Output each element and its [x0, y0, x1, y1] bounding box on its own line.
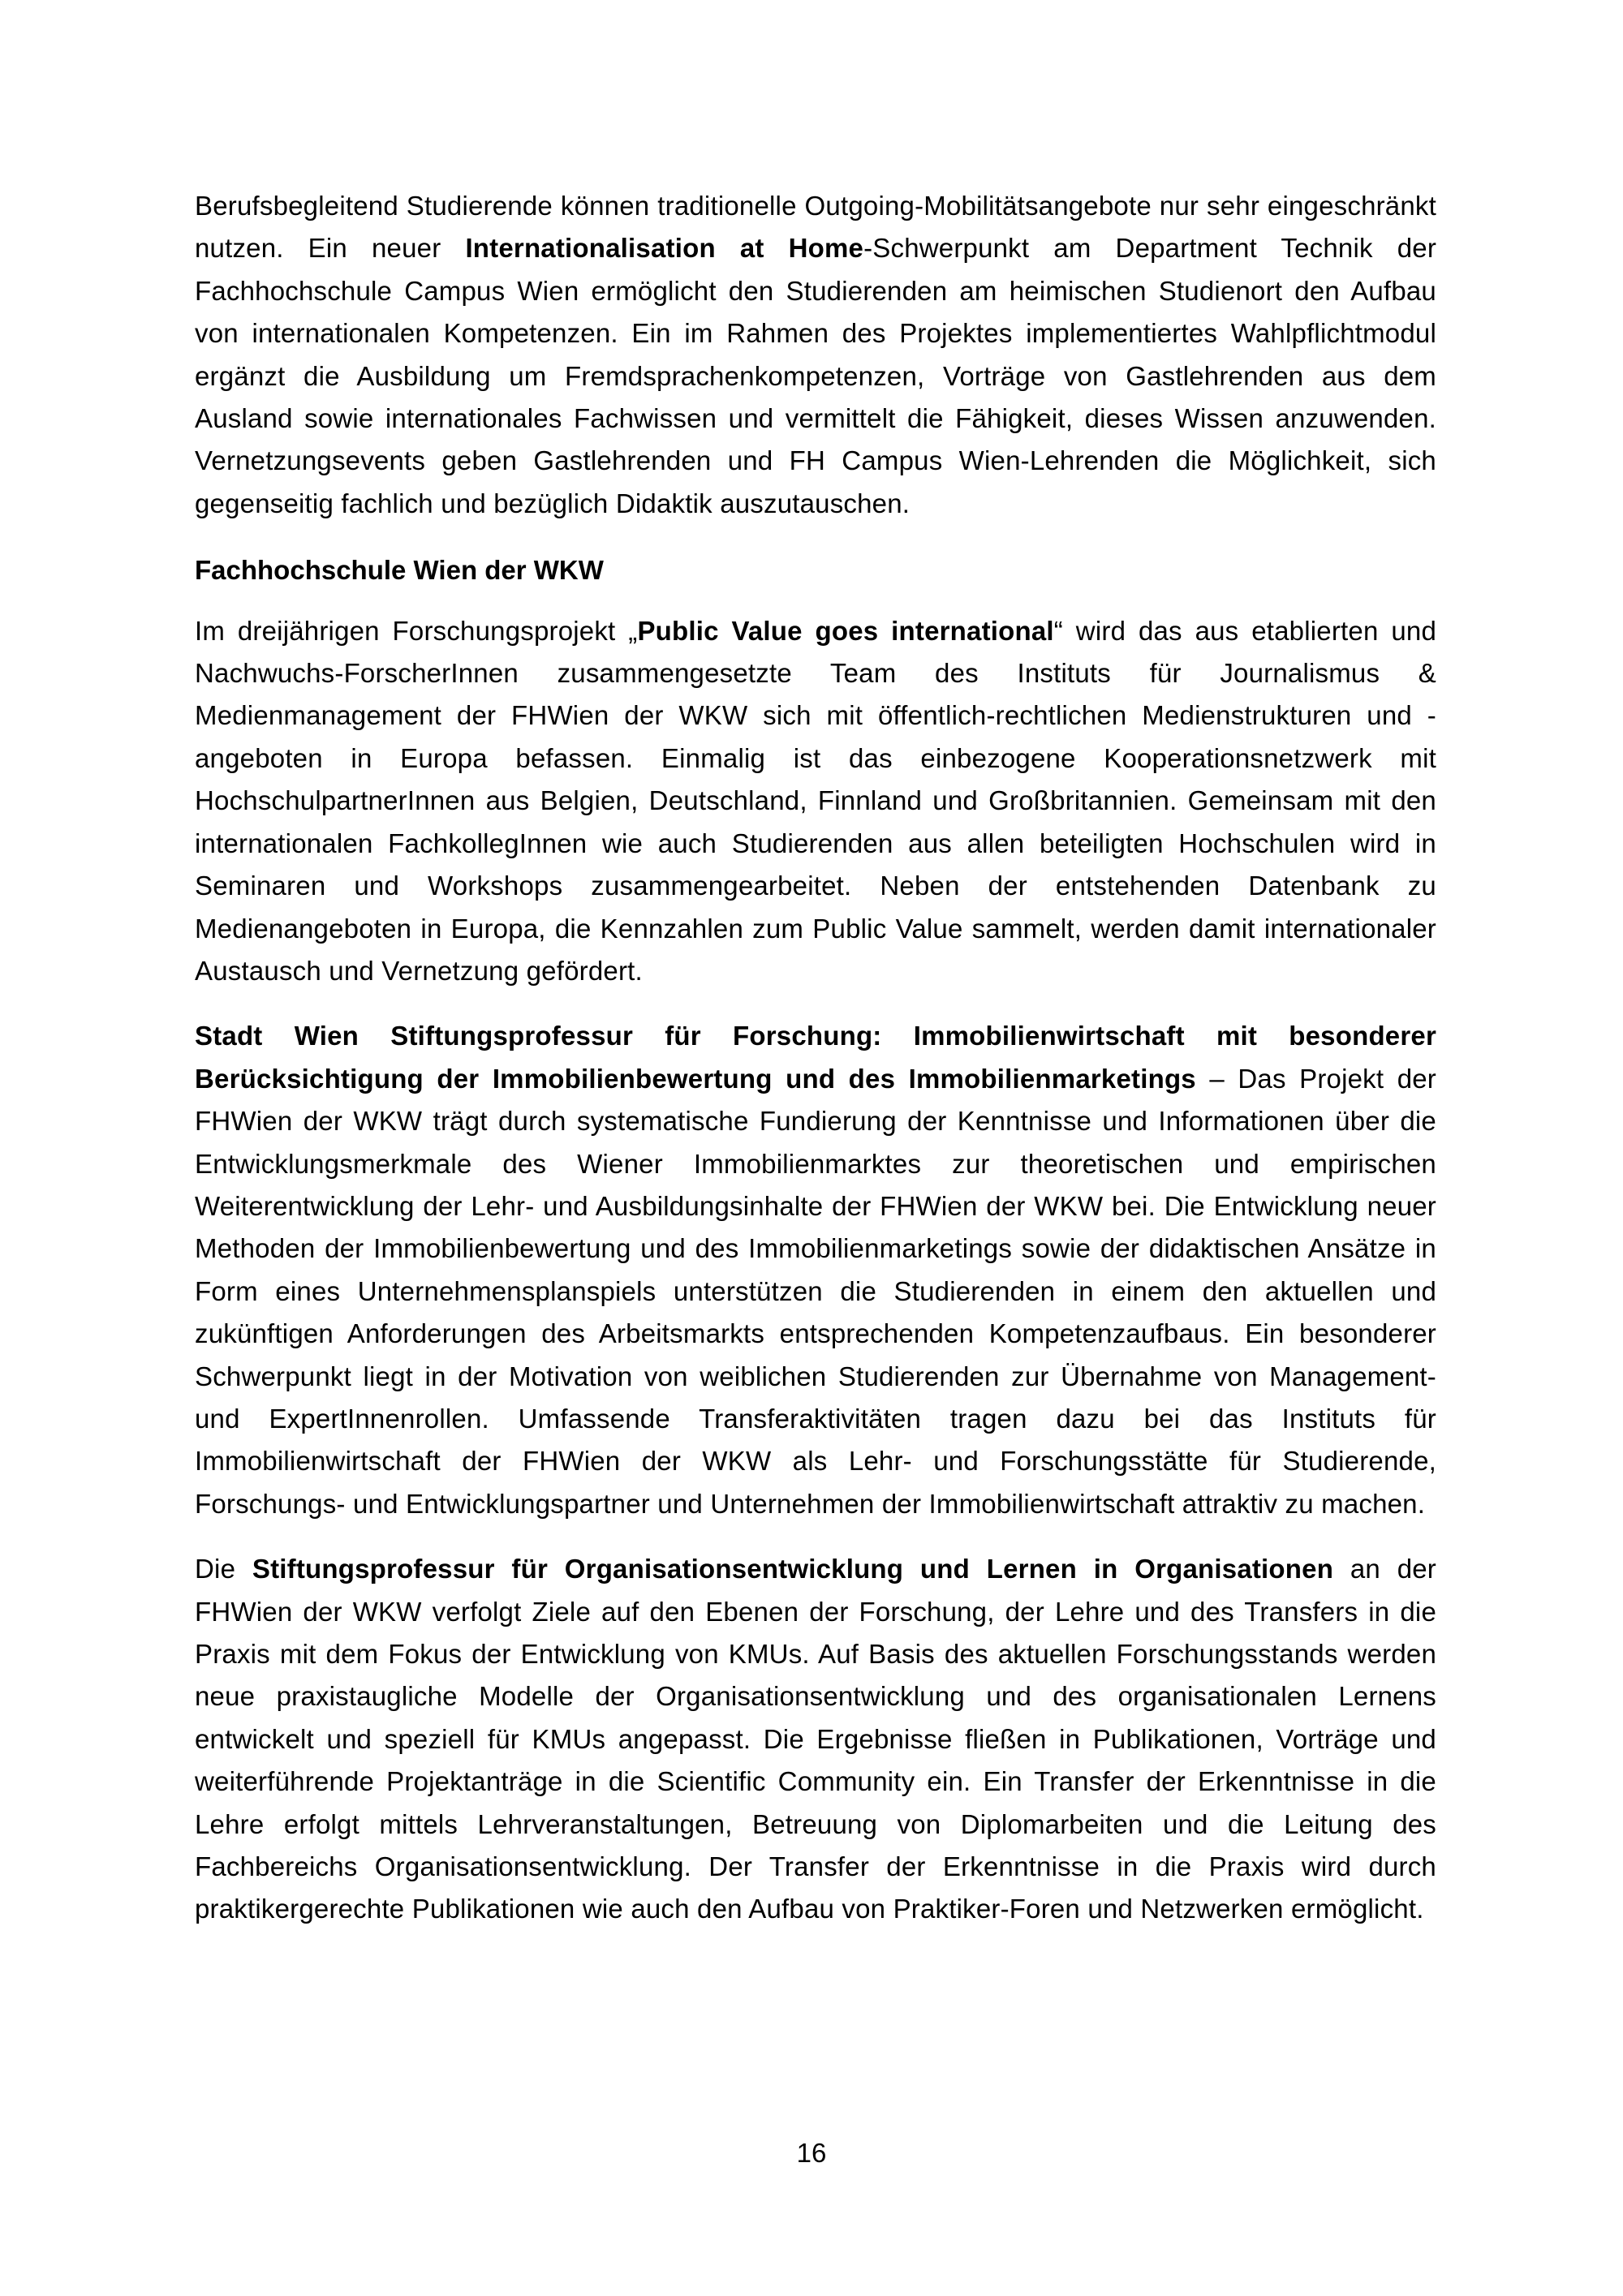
paragraph-text: an der FHWien der WKW verfolgt Ziele auf den Ebenen der Forschung, der Lehre und des Transfers in die Praxis mit dem Fokus der Entwicklung von KMUs. Auf Basis des aktuellen Forschungsstands werden neue praxistaugliche Modelle der Organisationsentwicklung und des organisationalen Lernens entwickelt und speziell für KMUs angepasst. Die Ergebnisse fließen in Publikationen, Vorträge und weiterführende Projektanträge in die Scientific Community ein. Ein Transfer der Erkenntnisse in die Lehre erfolgt mittels Lehrveranstaltungen, Betreuung von Diplomarbeiten und die Leitung des Fachbereichs Organisationsentwicklung. Der Transfer der Erkenntnisse in die Praxis wird durch praktikergerechte Publikationen wie auch den Aufbau von Praktiker-Foren und Netzwerken ermöglicht. — [195, 1554, 1436, 1924]
bold-term: Public Value goes international — [637, 615, 1054, 646]
paragraph-internationalisation-at-home — [195, 185, 1436, 525]
paragraph-immobilienwirtschaft — [195, 1015, 1436, 1525]
bold-term: Internationalisation at Home — [465, 233, 864, 264]
paragraph-text: “ wird das aus etablierten und Nachwuchs-ForscherInnen zusammengesetzte Team des Instituts für Journalismus & Medienmanagement der FHWien der WKW sich mit öffentlich-rechtlichen Medienstrukturen und -angeboten in Europa befassen. Einmalig ist das einbezogene Kooperationsnetzwerk mit HochschulpartnerInnen aus Belgien, Deutschland, Finnland und Großbritannien. Gemeinsam mit den internationalen FachkollegInnen wie auch Studierenden aus allen beteiligten Hochschulen wird in Seminaren und Workshops zusammengearbeitet. Neben der entstehenden Datenbank zu Medienangeboten in Europa, die Kennzahlen zum Public Value sammelt, werden damit internationaler Austausch und Vernetzung gefördert. — [195, 615, 1436, 986]
page-number: 16 — [796, 2138, 827, 2168]
paragraph-public-value — [195, 610, 1436, 993]
document-page — [195, 185, 1436, 1931]
paragraph-text: Berufsbegleitend Studierende können traditionelle Outgoing-Mobilitätsangebote nur sehr eingeschränkt nutzen. Ein neuer — [195, 191, 1436, 264]
section-heading-fhwien: Fachhochschule Wien der WKW — [195, 555, 604, 586]
paragraph-organisationsentwicklung — [195, 1548, 1436, 1931]
paragraph-text: -Schwerpunkt am Department Technik der Fachhochschule Campus Wien ermöglicht den Studierenden am heimischen Studienort den Aufbau von internationalen Kompetenzen. Ein im Rahmen des Projektes implementiertes Wahlpflichtmodul ergänzt die Ausbildung um Fremdsprachenkompetenzen, Vorträge von Gastlehrenden aus dem Ausland sowie internationales Fachwissen und vermittelt die Fähigkeit, dieses Wissen anzuwenden. Vernetzungsevents geben Gastlehrenden und FH Campus Wien-Lehrenden die Möglichkeit, sich gegenseitig fachlich und bezüglich Didaktik auszutauschen. — [195, 233, 1437, 518]
paragraph-text: Im dreijährigen Forschungsprojekt „ — [195, 615, 638, 646]
bold-term: Stiftungsprofessur für Organisationsentwicklung und Lernen in Organisationen — [252, 1554, 1334, 1584]
bold-term: Stadt Wien Stiftungsprofessur für Forschung: Immobilienwirtschaft mit besonderer Berücksichtigung der Immobilienbewertung und des Immobilienmarketings — [195, 1021, 1436, 1094]
paragraph-text: – Das Projekt der FHWien der WKW trägt durch systematische Fundierung der Kenntnisse und Informationen über die Entwicklungsmerkmale des Wiener Immobilienmarktes zur theoretischen und empirischen Weiterentwicklung der Lehr- und Ausbildungsinhalte der FHWien der WKW bei. Die Entwicklung neuer Methoden der Immobilienbewertung und des Immobilienmarketings sowie der didaktischen Ansätze in Form eines Unternehmensplanspiels unterstützen die Studierenden in einem den aktuellen und zukünftigen Anforderungen des Arbeitsmarkts entsprechenden Kompetenzaufbaus. Ein besonderer Schwerpunkt liegt in der Motivation von weiblichen Studierenden zur Übernahme von Management- und ExpertInnenrollen. Umfassende Transferaktivitäten tragen dazu bei das Instituts für Immobilienwirtschaft der FHWien der WKW als Lehr- und Forschungsstätte für Studierende, Forschungs- und Entwicklungspartner und Unternehmen der Immobilienwirtschaft attraktiv zu machen. — [195, 1063, 1436, 1519]
paragraph-text: Die — [195, 1554, 252, 1584]
